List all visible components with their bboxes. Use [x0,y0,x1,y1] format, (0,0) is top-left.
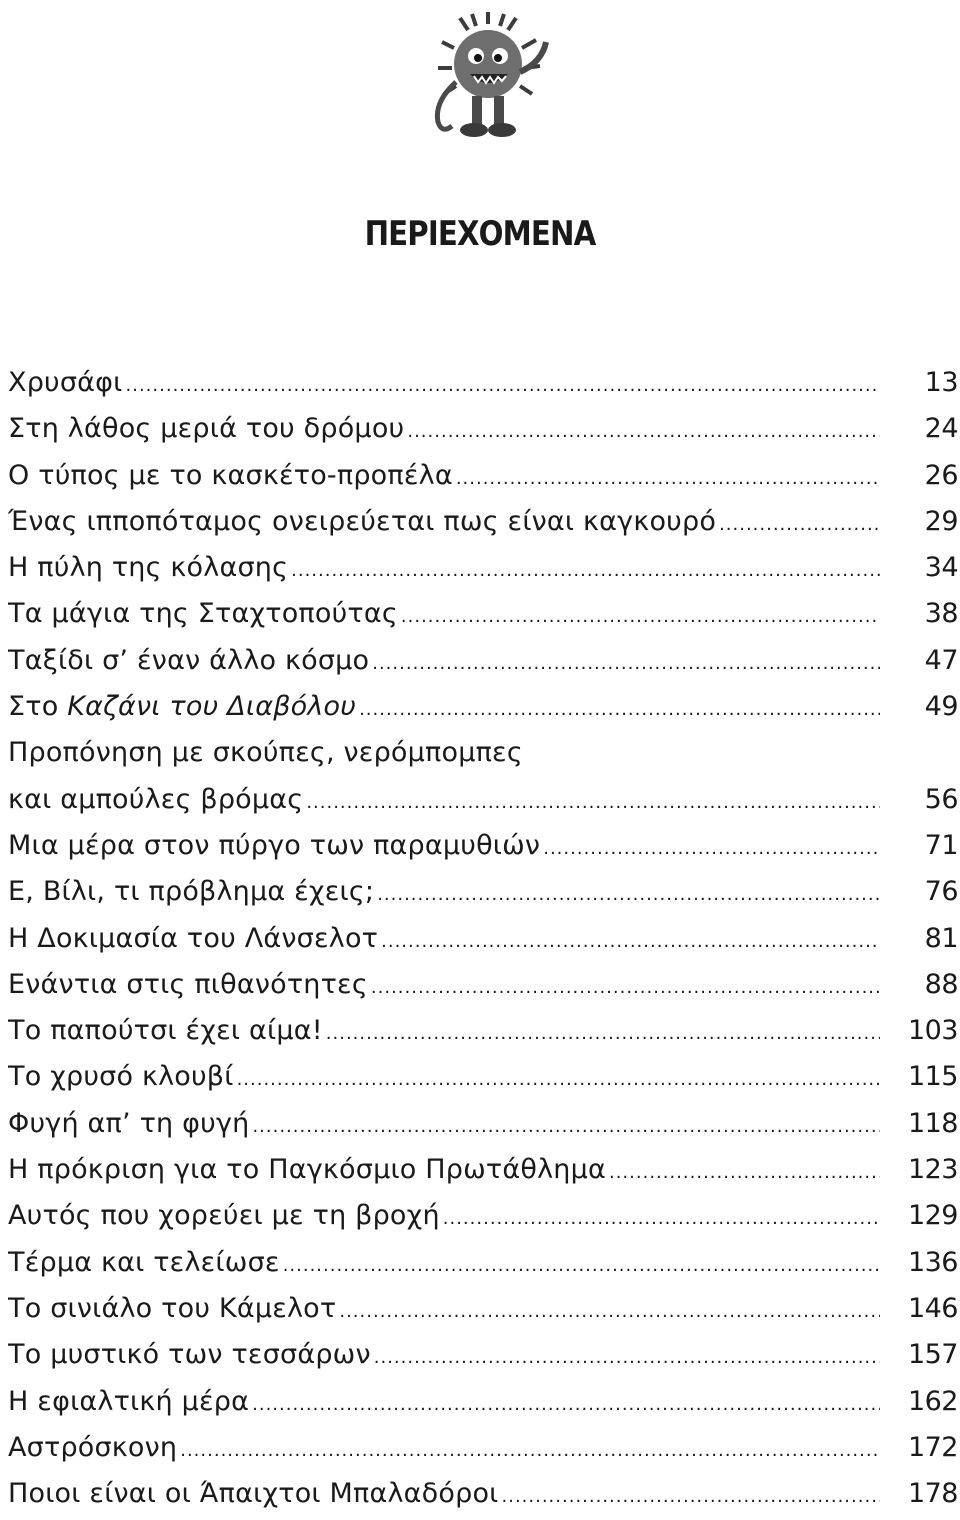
toc-page-number: 157 [907,1339,958,1371]
toc-entry-title-text: Αυτός που χορεύει με τη βροχή [8,1200,440,1232]
toc-entry-title [8,684,356,730]
toc-entry [8,1471,958,1517]
dot-leader [283,1243,880,1289]
toc-page-number: 146 [907,1292,958,1324]
toc-entry-title-text: Μια μέρα στον πύργο των παραμυθιών [8,829,541,861]
toc-entry-title-text: Στη λάθος μεριά του δρόμου [8,413,405,445]
dot-leader [381,919,880,965]
toc-entry-title-text: Τέρμα και τελείωσε [8,1246,280,1278]
toc-page-number: 103 [907,1015,958,1047]
toc-entry-title [8,1054,234,1100]
toc-entry-title-text: Ποιοι είναι οι Άπαιχτοι Μπαλαδόροι [8,1478,499,1510]
toc-entry-title-wrap [8,1332,880,1381]
toc-entry-title-text: Το μυστικό των τεσσάρων [8,1339,371,1371]
toc-page-number: 162 [907,1385,958,1417]
toc-entry-title-text: Ε, Βίλι, τι πρόβλημα έχεις; [8,876,375,908]
toc-entry-title [8,869,374,915]
dot-leader [543,826,880,872]
toc-entry-title-wrap [8,499,880,548]
toc-entry [8,1425,958,1471]
toc-entry [8,499,958,545]
dot-leader [401,594,880,640]
toc-entry-title-wrap [8,916,880,965]
toc-entry-title [8,962,368,1008]
toc-entry-title-text: Η πρόκριση για το Παγκόσμιο Πρωτάθλημα [8,1154,606,1186]
toc-entry-title-wrap [8,1425,880,1474]
toc-entry-title-wrap [8,545,880,594]
toc-entry-title-wrap [8,1286,880,1335]
toc-page-number: 178 [907,1478,958,1510]
toc-entry-title-wrap [8,869,880,918]
toc-entry-title-text: Ένας ιπποπόταμος ονειρεύεται πως είναι καγκουρό [8,505,717,537]
toc-entry [8,869,958,915]
toc-entry-title-wrap [8,406,880,455]
toc-page-number: 49 [924,691,958,723]
toc-entry-title [8,1101,249,1147]
toc-entry-title [8,499,716,545]
dot-leader [180,1428,880,1474]
dot-leader [719,502,880,548]
toc-entry-title-wrap [8,591,880,640]
toc-page-number: 24 [924,413,958,445]
toc-entry [8,453,958,499]
toc-entry-title-text: Ταξίδι σ’ έναν άλλο κόσμο [8,644,370,676]
toc-entry-title-text: Η εφιαλτική μέρα [8,1385,250,1417]
toc-entry-title [8,1379,249,1425]
toc-page-number: 81 [924,922,958,954]
toc-entry-title [8,1471,499,1517]
toc-entry-title-wrap [8,1379,880,1428]
toc-entry-title [8,1425,177,1471]
toc-entry [8,1332,958,1378]
toc-entry-title-text: Το παπούτσι έχει αίμα! [8,1015,323,1047]
toc-entry [8,684,958,730]
toc-entry [8,777,958,823]
dot-leader [372,641,880,687]
toc-entry-title-text: Ενάντια στις πιθανότητες [8,968,368,1000]
dot-leader [339,1289,880,1335]
toc-entry-title-text: Το σινιάλο του Κάμελοτ [8,1292,337,1324]
toc-entry-title-wrap [8,638,880,687]
toc-entry-title [8,1193,440,1239]
toc-entry [8,962,958,1008]
toc-page-number: 76 [924,876,958,908]
toc-page-number: 115 [907,1061,958,1093]
toc-entry-title-wrap [8,1471,880,1520]
dot-leader [252,1104,880,1150]
toc-entry [8,1193,958,1239]
toc-entry [8,1101,958,1147]
toc-entry-title [8,1240,280,1286]
toc-entry [8,823,958,869]
dot-leader [326,1011,880,1057]
toc-page-number: 136 [907,1246,958,1278]
toc-entry-title-wrap [8,453,880,502]
toc-entry-title [8,823,540,869]
toc-entry-title [8,1008,323,1054]
toc-entry-title-text: Ο τύπος με το κασκέτο-προπέλα [8,459,453,491]
dot-leader [126,363,880,409]
toc-page-number: 129 [907,1200,958,1232]
toc-page-number: 26 [924,459,958,491]
toc-entry-title-wrap [8,823,880,872]
toc-entry-title-wrap [8,360,880,409]
toc-entry [8,591,958,637]
toc-entry-title-text: Προπόνηση με σκούπες, νερόμπομπες [8,737,523,769]
toc-entry-title [8,777,303,823]
toc-page-number: 13 [924,367,958,398]
toc-entry-title-wrap [8,962,880,1011]
toc-entry-title-text: και αμπούλες βρόμας [8,783,304,815]
toc-entry-title-wrap [8,1147,880,1196]
toc-entry-title-wrap [8,1054,880,1103]
table-of-contents [8,360,958,1517]
toc-entry [8,638,958,684]
toc-entry-title-wrap [8,1240,880,1289]
toc-page-number: 71 [924,829,958,861]
toc-entry [8,1240,958,1286]
toc-entry-title-text: Τα μάγια της Σταχτοπούτας [8,598,398,630]
toc-entry [8,406,958,452]
page-title: ΠΕΡΙΕΧΟΜΕΝΑ [364,214,596,254]
toc-entry-title-text: Αστρόσκονη [8,1431,178,1463]
dot-leader [359,687,880,733]
dot-leader [291,548,880,594]
toc-entry-title [8,1286,336,1332]
toc-page-number: 29 [924,505,958,537]
toc-entry-title-text: Η Δοκιμασία του Λάνσελοτ [8,922,379,954]
toc-entry-title [8,730,523,776]
toc-entry-title-text: Η πύλη της κόλασης [8,552,289,584]
toc-page-number: 38 [924,598,958,630]
dot-leader [407,409,880,455]
toc-entry-title-wrap [8,1008,880,1057]
toc-entry-title-text: Στο [8,691,68,723]
toc-entry-title [8,638,369,684]
toc-entry [8,1379,958,1425]
toc-entry-title-wrap [8,730,880,776]
toc-page-number: 47 [924,644,958,676]
toc-entry [8,1286,958,1332]
toc-entry [8,1054,958,1100]
toc-entry-title [8,545,288,591]
toc-entry [8,730,958,776]
toc-page-number: 34 [924,552,958,584]
toc-entry-title [8,360,123,406]
toc-entry [8,916,958,962]
toc-entry [8,360,958,406]
dot-leader [374,1335,880,1381]
toc-page-number: 56 [924,783,958,815]
toc-entry-title-wrap [8,1193,880,1242]
toc-page-number: 118 [907,1107,958,1139]
toc-entry-title [8,406,404,452]
toc-entry-title [8,453,453,499]
toc-entry [8,1008,958,1054]
toc-page-number: 123 [907,1154,958,1186]
dot-leader [443,1196,880,1242]
dot-leader [502,1474,881,1520]
dot-leader [371,965,880,1011]
toc-entry-title-text: Το χρυσό κλουβί [8,1061,234,1093]
dot-leader [456,456,880,502]
toc-entry [8,545,958,591]
dot-leader [609,1150,880,1196]
toc-entry-title-text: Χρυσάφι [8,367,123,398]
toc-entry-title-wrap [8,777,880,826]
dot-leader [377,872,880,918]
toc-entry-title [8,1147,606,1193]
dot-leader [306,780,880,826]
toc-entry [8,1147,958,1193]
fuzzy-monster-icon [412,2,560,152]
toc-entry-title [8,916,378,962]
toc-entry-title-wrap [8,1101,880,1150]
toc-entry-title [8,1332,371,1378]
toc-page-number: 88 [924,968,958,1000]
toc-entry-title-wrap [8,684,880,733]
dot-leader [237,1057,880,1103]
toc-entry-title [8,591,398,637]
toc-entry-title-italic: Καζάνι του Διαβόλου [67,691,357,723]
dot-leader [252,1382,880,1428]
toc-page-number: 172 [907,1431,958,1463]
toc-entry-title-text: Φυγή απ’ τη φυγή [8,1107,250,1139]
